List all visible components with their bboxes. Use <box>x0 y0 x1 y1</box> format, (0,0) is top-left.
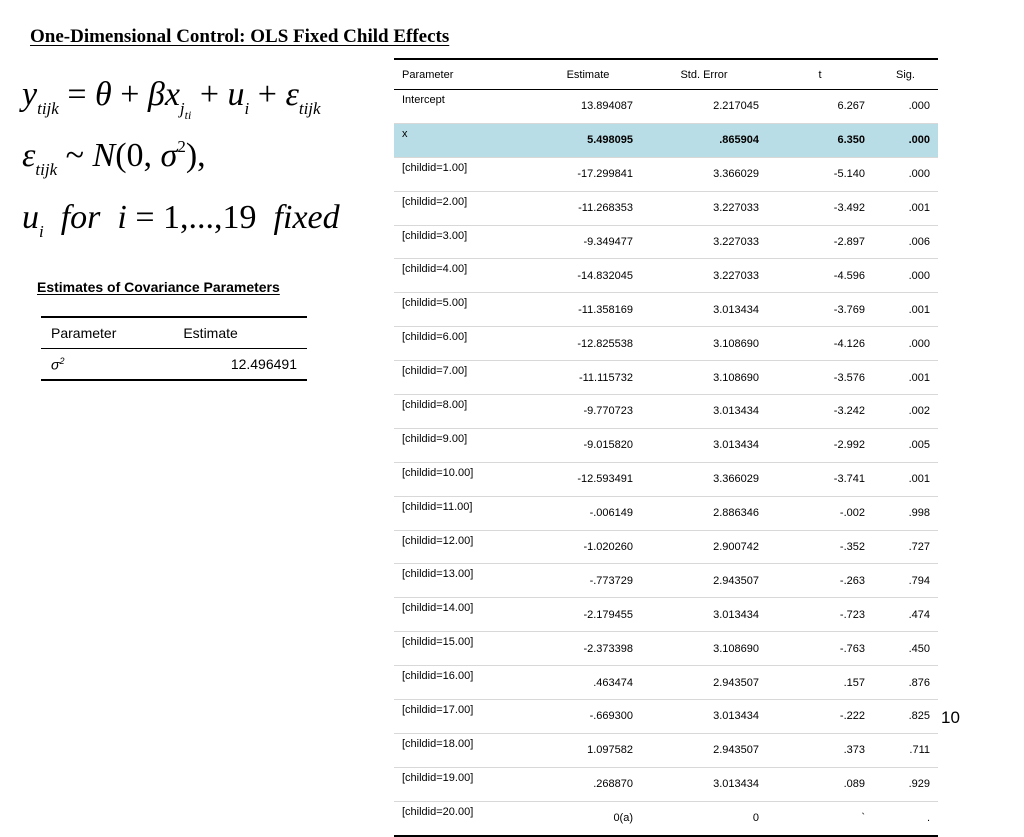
t-cell: 6.350 <box>767 123 873 157</box>
table-row <box>394 428 938 462</box>
table-row <box>394 530 938 564</box>
table-row <box>394 462 938 496</box>
sig-cell: .001 <box>873 361 938 395</box>
sig-cell: .825 <box>873 700 938 734</box>
parameter-cell: x <box>394 123 535 157</box>
estimate-cell: -9.770723 <box>535 395 641 429</box>
std-error-cell: 2.900742 <box>641 530 767 564</box>
estimate-cell: -.773729 <box>535 564 641 598</box>
table-row <box>394 496 938 530</box>
t-cell: -.763 <box>767 632 873 666</box>
page-number: 10 <box>941 708 960 727</box>
t-cell: 6.267 <box>767 90 873 124</box>
parameter-cell: [childid=4.00] <box>394 259 535 293</box>
covariance-row <box>41 349 307 381</box>
sig-cell: .876 <box>873 666 938 700</box>
std-error-cell: 3.366029 <box>641 157 767 191</box>
std-error-cell: 2.217045 <box>641 90 767 124</box>
parameter-cell: [childid=17.00] <box>394 700 535 734</box>
sig-cell: .000 <box>873 327 938 361</box>
covariance-estimate-cell: 12.496491 <box>230 356 297 372</box>
parameter-cell: [childid=5.00] <box>394 293 535 327</box>
estimate-cell: -11.358169 <box>535 293 641 327</box>
estimate-cell: -9.015820 <box>535 428 641 462</box>
estimate-cell: -9.349477 <box>535 225 641 259</box>
model-equation: $y_{tijk} = \theta + \beta x_{j_{ti}} + u_i + \varepsilon_{tijk}$ <box>22 76 321 122</box>
estimates-table <box>394 58 938 837</box>
estimates-header-row <box>394 59 938 90</box>
covariance-parameter-cell: $\sigma^2$ <box>51 355 65 373</box>
header-std-error: Std. Error <box>641 59 767 90</box>
parameter-cell: [childid=10.00] <box>394 462 535 496</box>
table-row <box>394 293 938 327</box>
estimate-cell: 1.097582 <box>535 733 641 767</box>
t-cell: -3.741 <box>767 462 873 496</box>
parameter-cell: [childid=2.00] <box>394 191 535 225</box>
error-distribution-equation: $\varepsilon_{tijk}$ ~ N(0, $\sigma^2$), <box>22 137 206 179</box>
sig-cell: .000 <box>873 157 938 191</box>
sig-cell: .001 <box>873 191 938 225</box>
sig-cell: .000 <box>873 123 938 157</box>
t-cell: -.352 <box>767 530 873 564</box>
std-error-cell: 3.108690 <box>641 361 767 395</box>
parameter-cell: [childid=15.00] <box>394 632 535 666</box>
estimate-cell: 5.498095 <box>535 123 641 157</box>
sig-cell: .006 <box>873 225 938 259</box>
estimate-cell: -11.115732 <box>535 361 641 395</box>
table-row <box>394 564 938 598</box>
parameter-cell: [childid=14.00] <box>394 598 535 632</box>
header-parameter: Parameter <box>394 59 535 90</box>
parameter-cell: [childid=12.00] <box>394 530 535 564</box>
estimate-cell: -14.832045 <box>535 259 641 293</box>
table-row <box>394 700 938 734</box>
covariance-table <box>41 316 307 381</box>
table-row <box>394 90 938 124</box>
fixed-effects-definition: $u_i$ for i = 1,...,19 fixed <box>22 199 340 241</box>
sig-cell: .000 <box>873 90 938 124</box>
sig-cell: . <box>873 801 938 835</box>
parameter-cell: [childid=16.00] <box>394 666 535 700</box>
std-error-cell: 3.013434 <box>641 767 767 801</box>
std-error-cell: 2.886346 <box>641 496 767 530</box>
covariance-header-estimate: Estimate <box>173 317 307 349</box>
covariance-title: Estimates of Covariance Parameters <box>37 279 280 295</box>
sig-cell: .002 <box>873 395 938 429</box>
t-cell: -2.992 <box>767 428 873 462</box>
header-sig: Sig. <box>873 59 938 90</box>
estimate-cell: -.669300 <box>535 700 641 734</box>
estimate-cell: -12.825538 <box>535 327 641 361</box>
header-t: t <box>767 59 873 90</box>
estimates-body <box>394 90 938 836</box>
std-error-cell: .865904 <box>641 123 767 157</box>
parameter-cell: [childid=19.00] <box>394 767 535 801</box>
table-row <box>394 123 938 157</box>
sig-cell: .727 <box>873 530 938 564</box>
table-row <box>394 733 938 767</box>
parameter-cell: [childid=13.00] <box>394 564 535 598</box>
t-cell: -4.126 <box>767 327 873 361</box>
std-error-cell: 3.013434 <box>641 395 767 429</box>
t-cell: .373 <box>767 733 873 767</box>
t-cell: -.263 <box>767 564 873 598</box>
std-error-cell: 3.108690 <box>641 632 767 666</box>
std-error-cell: 3.013434 <box>641 700 767 734</box>
sig-cell: .001 <box>873 293 938 327</box>
t-cell: -.222 <box>767 700 873 734</box>
estimate-cell: -1.020260 <box>535 530 641 564</box>
sig-cell: .711 <box>873 733 938 767</box>
covariance-header-parameter: Parameter <box>41 317 173 349</box>
estimate-cell: .268870 <box>535 767 641 801</box>
t-cell: -3.769 <box>767 293 873 327</box>
std-error-cell: 3.227033 <box>641 259 767 293</box>
parameter-cell: [childid=7.00] <box>394 361 535 395</box>
sig-cell: .929 <box>873 767 938 801</box>
estimate-cell: -2.179455 <box>535 598 641 632</box>
parameter-cell: [childid=9.00] <box>394 428 535 462</box>
table-row <box>394 361 938 395</box>
sig-cell: .794 <box>873 564 938 598</box>
std-error-cell: 2.943507 <box>641 564 767 598</box>
t-cell: -3.242 <box>767 395 873 429</box>
sig-cell: .450 <box>873 632 938 666</box>
covariance-header-row <box>41 317 307 349</box>
std-error-cell: 3.013434 <box>641 293 767 327</box>
table-row <box>394 767 938 801</box>
estimate-cell: -.006149 <box>535 496 641 530</box>
parameter-cell: [childid=20.00] <box>394 801 535 835</box>
parameter-cell: [childid=18.00] <box>394 733 535 767</box>
t-cell: -.723 <box>767 598 873 632</box>
std-error-cell: 3.227033 <box>641 191 767 225</box>
t-cell: -.002 <box>767 496 873 530</box>
estimate-cell: 0(a) <box>535 801 641 835</box>
sig-cell: .001 <box>873 462 938 496</box>
std-error-cell: 2.943507 <box>641 666 767 700</box>
std-error-cell: 2.943507 <box>641 733 767 767</box>
parameter-cell: [childid=11.00] <box>394 496 535 530</box>
table-row <box>394 259 938 293</box>
table-row <box>394 801 938 835</box>
estimate-cell: -12.593491 <box>535 462 641 496</box>
sig-cell: .000 <box>873 259 938 293</box>
parameter-cell: [childid=8.00] <box>394 395 535 429</box>
parameter-cell: Intercept <box>394 90 535 124</box>
t-cell: -3.492 <box>767 191 873 225</box>
t-cell: -5.140 <box>767 157 873 191</box>
slide-title: One-Dimensional Control: OLS Fixed Child Effects <box>30 26 450 47</box>
std-error-cell: 3.013434 <box>641 428 767 462</box>
table-row <box>394 225 938 259</box>
t-cell: -2.897 <box>767 225 873 259</box>
t-cell: -3.576 <box>767 361 873 395</box>
parameter-cell: [childid=6.00] <box>394 327 535 361</box>
std-error-cell: 3.108690 <box>641 327 767 361</box>
table-row <box>394 327 938 361</box>
table-row <box>394 157 938 191</box>
estimate-cell: -17.299841 <box>535 157 641 191</box>
t-cell: .089 <box>767 767 873 801</box>
estimate-cell: .463474 <box>535 666 641 700</box>
t-cell: ` <box>767 801 873 835</box>
estimate-cell: -11.268353 <box>535 191 641 225</box>
parameter-cell: [childid=3.00] <box>394 225 535 259</box>
table-row <box>394 598 938 632</box>
sig-cell: .474 <box>873 598 938 632</box>
std-error-cell: 3.227033 <box>641 225 767 259</box>
std-error-cell: 3.366029 <box>641 462 767 496</box>
estimate-cell: 13.894087 <box>535 90 641 124</box>
sig-cell: .998 <box>873 496 938 530</box>
t-cell: -4.596 <box>767 259 873 293</box>
sig-cell: .005 <box>873 428 938 462</box>
table-row <box>394 632 938 666</box>
parameter-cell: [childid=1.00] <box>394 157 535 191</box>
std-error-cell: 0 <box>641 801 767 835</box>
header-estimate: Estimate <box>535 59 641 90</box>
table-row <box>394 395 938 429</box>
std-error-cell: 3.013434 <box>641 598 767 632</box>
estimate-cell: -2.373398 <box>535 632 641 666</box>
table-row <box>394 666 938 700</box>
t-cell: .157 <box>767 666 873 700</box>
table-row <box>394 191 938 225</box>
